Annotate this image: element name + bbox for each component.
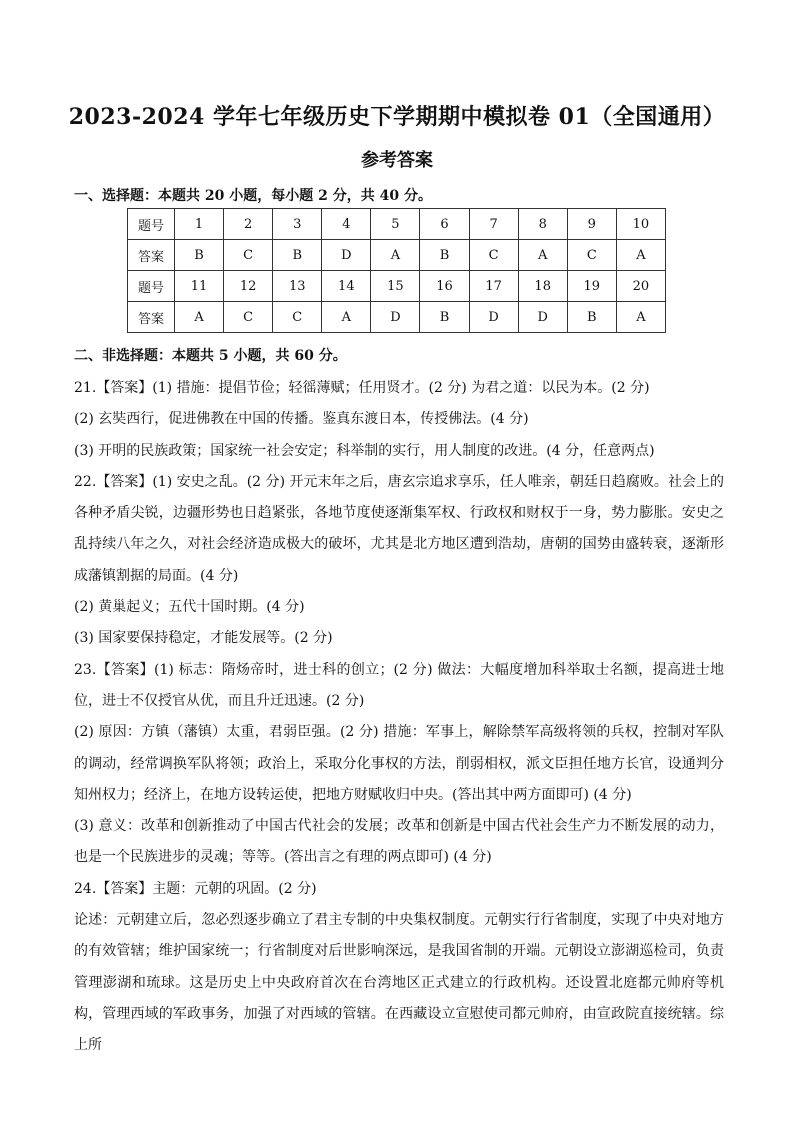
answer-table [127,208,666,333]
table-cell: 15 [371,271,420,302]
table-cell: 7 [469,209,518,240]
table-cell: 19 [567,271,616,302]
answer-paragraph: (3) 开明的民族政策；国家统一社会安定；科举制的实行，用人制度的改进。(4 分，任意两点) [74,442,655,459]
answer-paragraph: 论述：元朝建立后，忽必烈逐步确立了君主专制的中央集权制度。元朝实行行省制度，实现了中央对地方的有效管辖；维护国家统一；行省制度对后世影响深远，是我国省制的开端。元朝设立澎湖巡检司，负责管理澎湖和琉球。这是历史上中央政府首次在台湾地区正式建立的行政机构。还设置北庭都元帅府等机构，管理西域的军政事务，加强了对西域的管辖。在西藏设立宣慰使司都元帅府，由宣政院直接统辖。综上所 [74,912,724,1054]
table-cell: 6 [420,209,469,240]
table-cell: C [273,302,322,333]
table-cell: 3 [273,209,322,240]
table-cell: 5 [371,209,420,240]
table-cell: A [322,302,371,333]
answer-paragraph: (3) 意义：改革和创新推动了中国古代社会的发展；改革和创新是中国古代社会生产力不断发展的动力，也是一个民族进步的灵魂；等等。(答出言之有理的两点即可) (4 分) [74,818,724,866]
table-row [128,209,666,240]
section-heading-non-choice: 二、非选择题：本题共 5 小题，共 60 分。 [74,348,347,364]
row-label: 题号 [128,209,175,240]
table-cell: C [224,240,273,271]
table-cell: 16 [420,271,469,302]
page-subtitle: 参考答案 [361,150,433,171]
table-cell: 13 [273,271,322,302]
table-cell: B [273,240,322,271]
table-cell: 8 [518,209,567,240]
table-cell: 12 [224,271,273,302]
row-label: 题号 [128,271,175,302]
table-cell: D [322,240,371,271]
row-label: 答案 [128,240,175,271]
answer-paragraph: 24.【答案】主题：元朝的巩固。(2 分) [74,880,317,897]
answer-paragraph: 22.【答案】(1) 安史之乱。(2 分) 开元末年之后，唐玄宗追求享乐，任人唯亲，朝廷日趋腐败。社会上的各种矛盾尖锐，边疆形势也日趋紧张，各地节度使逐渐集军权、行政权和财权于一身，势力膨胀。安史之乱持续八年之久，对社会经济造成极大的破坏，尤其是北方地区遭到浩劫，唐朝的国势由盛转衰，逐渐形成藩镇割据的局面。(4 分) [74,473,724,584]
table-cell: 9 [567,209,616,240]
table-row [128,271,666,302]
page-title: 2023-2024 学年七年级历史下学期期中模拟卷 01（全国通用） [68,104,726,130]
table-cell: A [175,302,224,333]
table-cell: 4 [322,209,371,240]
answer-paragraph: (2) 原因：方镇（藩镇）太重，君弱臣强。(2 分) 措施：军事上，解除禁军高级将领的兵权，控制对军队的调动，经常调换军队将领；政治上，采取分化事权的方法，削弱相权，派文臣担任地方长官，设通判分知州权力；经济上，在地方设转运使，把地方财赋收归中央。(答出其中两方面即可) (4 分) [74,724,724,803]
table-cell: 14 [322,271,371,302]
section-heading-multiple-choice: 一、选择题：本题共 20 小题，每小题 2 分，共 40 分。 [74,188,432,204]
answer-paragraph: (2) 黄巢起义；五代十国时期。(4 分) [74,599,305,616]
table-cell: 17 [469,271,518,302]
table-cell: C [224,302,273,333]
table-cell: 1 [175,209,224,240]
table-cell: 20 [616,271,665,302]
table-cell: 18 [518,271,567,302]
table-cell: D [469,302,518,333]
table-cell: 11 [175,271,224,302]
table-cell: 2 [224,209,273,240]
table-cell: D [518,302,567,333]
answer-paragraph: 21.【答案】(1) 措施：提倡节俭；轻徭薄赋；任用贤才。(2 分) 为君之道：以民为本。(2 分) [74,380,650,396]
table-cell: A [518,240,567,271]
table-cell: D [371,302,420,333]
table-cell: A [616,302,665,333]
table-cell: B [420,302,469,333]
table-cell: A [371,240,420,271]
table-cell: A [616,240,665,271]
table-row [128,240,666,271]
table-cell: B [567,302,616,333]
answer-paragraph: (2) 玄奘西行，促进佛教在中国的传播。鉴真东渡日本，传授佛法。(4 分) [74,411,529,428]
table-row [128,302,666,333]
answer-body [74,373,724,1062]
table-cell: C [469,240,518,271]
table-cell: C [567,240,616,271]
table-cell: B [420,240,469,271]
answer-paragraph: (3) 国家要保持稳定，才能发展等。(2 分) [74,630,333,647]
table-cell: 10 [616,209,665,240]
answer-paragraph: 23.【答案】(1) 标志：隋炀帝时，进士科的创立；(2 分) 做法：大幅度增加科举取士名额，提高进士地位，进士不仅授官从优，而且升迁迅速。(2 分) [74,661,724,709]
table-cell: B [175,240,224,271]
row-label: 答案 [128,302,175,333]
